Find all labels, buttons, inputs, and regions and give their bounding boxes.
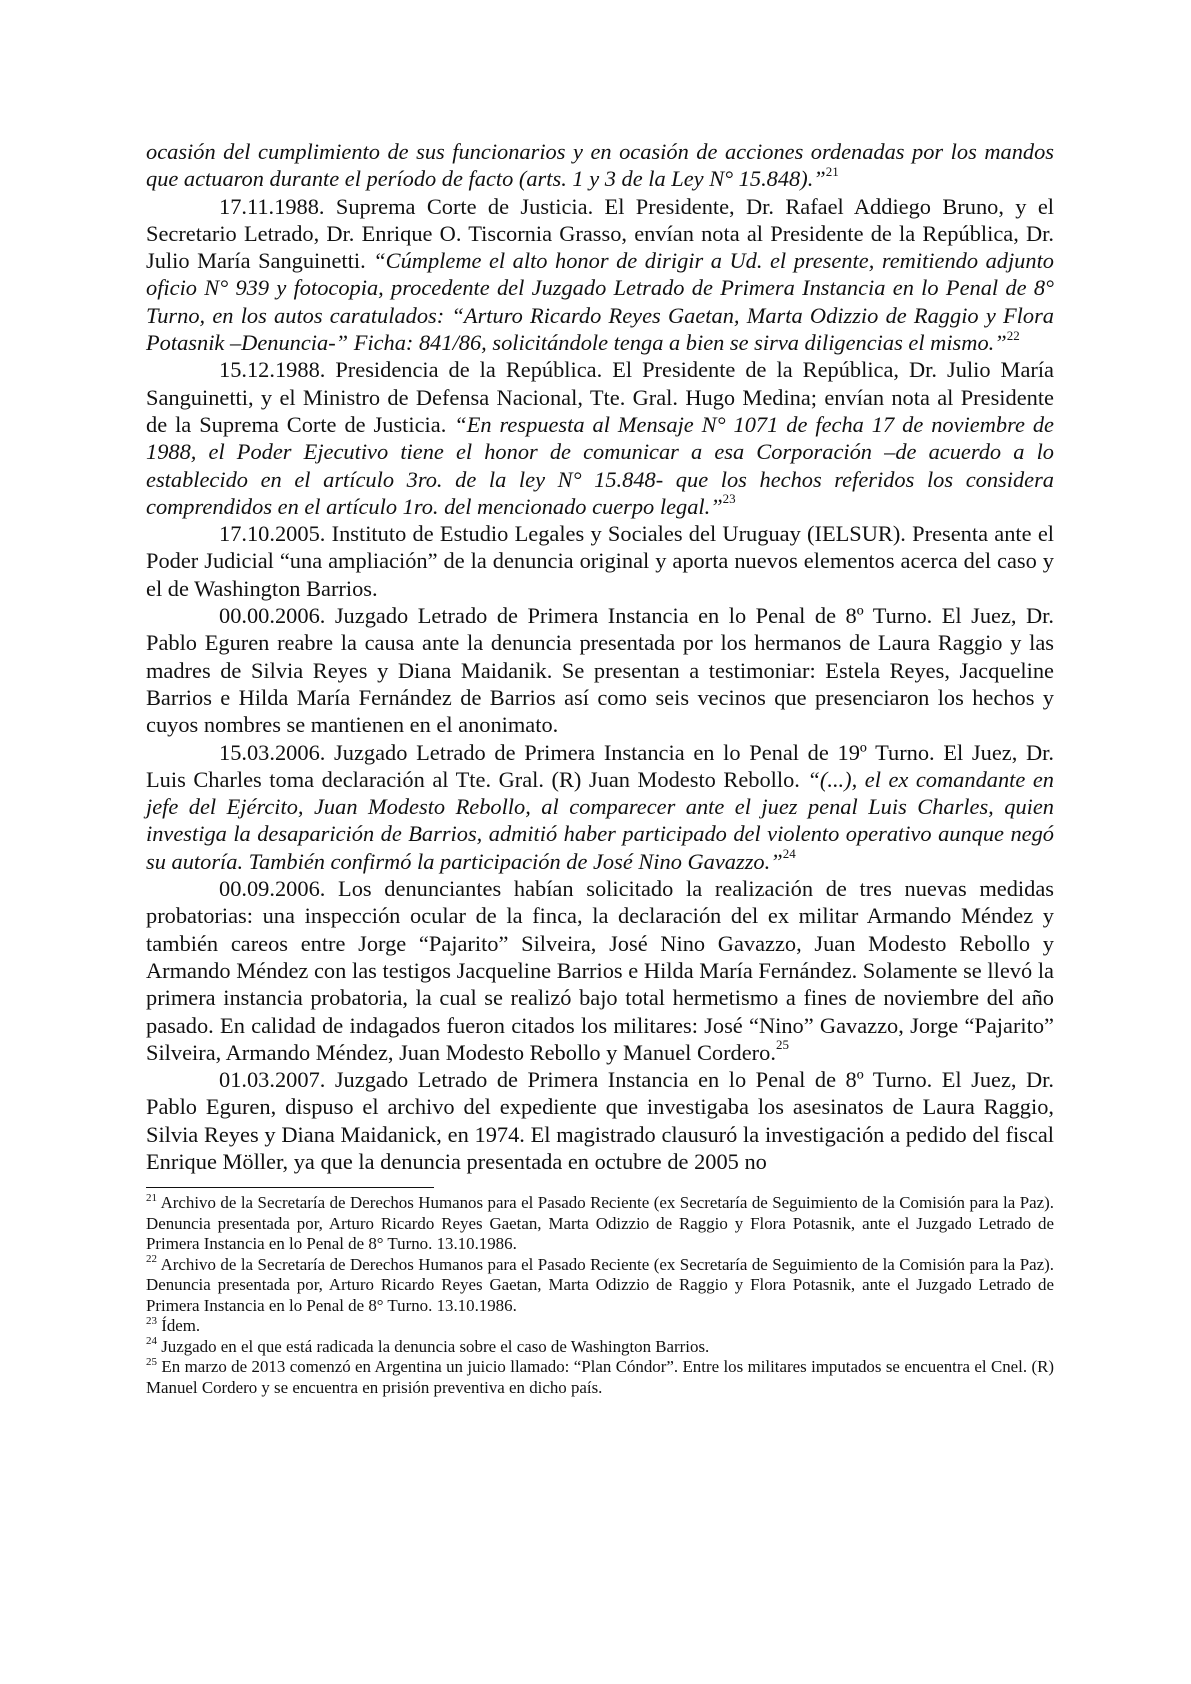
paragraph-entry [146,520,1054,602]
footnote-ref[interactable]: 24 [782,846,796,862]
paragraph-quote: “Cúmpleme el alto honor de dirigir a Ud. el presente, remitiendo adjunto oficio N° 939 y fotocopia, procedente del Juzgado Letrado de Primera Instancia en lo Penal de 8° Turno, en los autos caratulados: “Arturo Ricardo Reyes Gaetan, Marta Odizzio de Raggio y Flora Potasnik –Denuncia-” Ficha: 841/86, solicitándole tenga a bien se sirva diligencias el mismo.” [146,248,1054,356]
footnote [146,1337,1054,1358]
footnote-text: En marzo de 2013 comenzó en Argentina un juicio llamado: “Plan Cóndor”. Entre los militares imputados se encuentra el Cnel. (R) Manuel Cordero y se encuentra en prisión preventiva en dicho país. [146,1357,1054,1397]
footnote-text: Archivo de la Secretaría de Derechos Humanos para el Pasado Reciente (ex Secretaría de Seguimiento de la Comisión para la Paz). Denuncia presentada por, Arturo Ricardo Reyes Gaetan, Marta Odizzio de Raggio y Flora Potasnik, ante el Juzgado Letrado de Primera Instancia en lo Penal de 8° Turno. 13.10.1986. [146,1193,1054,1254]
paragraph-quote-continuation [146,138,1054,193]
paragraph-date: 00.09.2006. [219,876,326,902]
paragraph-text: Suprema Corte de Justicia. El Presidente, Dr. Rafael Addiego Bruno, y el Secretario Letrado, Dr. Enrique O. Tiscornia Grasso, envían nota al Presidente de la República, Dr. Julio María Sanguinetti. [146,193,1054,274]
paragraph-entry [146,602,1054,738]
footnote [146,1193,1054,1255]
footnote-text: Archivo de la Secretaría de Derechos Humanos para el Pasado Reciente (ex Secretaría de Seguimiento de la Comisión para la Paz). Denuncia presentada por, Arturo Ricardo Reyes Gaetan, Marta Odizzio de Raggio y Flora Potasnik, ante el Juzgado Letrado de Primera Instancia en lo Penal de 8° Turno. 13.10.1986. [146,1254,1054,1315]
footnote [146,1316,1054,1337]
document-page [146,138,1054,1398]
paragraph-entry [146,193,1054,357]
paragraph-entry [146,356,1054,520]
footnote-ref[interactable]: 22 [1006,327,1020,343]
paragraph-date: 15.12.1988. [219,357,326,383]
paragraph-text: Juzgado Letrado de Primera Instancia en lo Penal de 8º Turno. El Juez, Dr. Pablo Eguren, dispuso el archivo del expediente que investigaba los asesinatos de Laura Raggio, Silvia Reyes y Diana Maidanick, en 1974. El magistrado clausuró la investigación a pedido del fiscal Enrique Möller, ya que la denuncia presentada en octubre de 2005 no [146,1067,1054,1174]
paragraph-entry [146,875,1054,1066]
paragraph-text: Presidencia de la República. El Presidente de la República, Dr. Julio María Sanguinetti, y el Ministro de Defensa Nacional, Tte. Gral. Hugo Medina; envían nota al Presidente de la Suprema Corte de Justicia. [146,357,1054,437]
paragraph-date: 01.03.2007. [219,1067,326,1093]
paragraph-text: Juzgado Letrado de Primera Instancia en lo Penal de 8º Turno. El Juez, Dr. Pablo Eguren reabre la causa ante la denuncia presentada por los hermanos de Laura Raggio y las madres de Silvia Reyes y Diana Maidanik. Se presentan a testimoniar: Estela Reyes, Jacqueline Barrios e Hilda María Fernández de Barrios así como seis vecinos que presenciaron los hechos y cuyos nombres se mantienen en el anonimato. [146,603,1054,738]
paragraph-entry [146,1066,1054,1175]
paragraph-date: 17.11.1988. [219,193,325,219]
paragraph-date: 00.00.2006. [219,603,326,629]
paragraph-text: Los denunciantes habían solicitado la realización de tres nuevas medidas probatorias: una inspección ocular de la finca, la declaración del ex militar Armando Méndez y también careos entre Jorge “Pajarito” Silveira, José Nino Gavazzo, Juan Modesto Rebollo y Armando Méndez con las testigos Jacqueline Barrios e Hilda María Fernández. Solamente se llevó la primera instancia probatoria, la cual se realizó bajo total hermetismo a fines de noviembre del año pasado. En calidad de indagados fueron citados los militares: José “Nino” Gavazzo, Jorge “Pajarito” Silveira, Armando Méndez, Juan Modesto Rebollo y Manuel Cordero. [146,876,1054,1065]
paragraph-date: 17.10.2005. [219,521,326,547]
footnote-ref[interactable]: 23 [722,491,736,507]
footnote-divider [146,1187,434,1188]
footnote-number: 21 [146,1191,157,1204]
footnote-ref[interactable]: 25 [775,1037,789,1053]
paragraph-quote: “En respuesta al Mensaje N° 1071 de fecha 17 de noviembre de 1988, el Poder Ejecutivo tiene el honor de comunicar a esa Corporación –de acuerdo a lo establecido en el artículo 3ro. de la ley N° 15.848- que los hechos referidos los considera comprendidos en el artículo 1ro. del mencionado cuerpo legal.” [146,411,1054,519]
footnote-number: 25 [146,1355,157,1368]
paragraph-quote: “(...), el ex comandante en jefe del Ejército, Juan Modesto Rebollo, al comparecer ante el juez penal Luis Charles, quien investiga la desaparición de Barrios, admitió haber participado del violento operativo aunque negó su autoría. También confirmó la participación de José Nino Gavazzo.” [146,766,1054,874]
paragraph-date: 15.03.2006. [219,739,326,765]
footnote-number: 23 [146,1314,157,1327]
paragraph-quote: ocasión del cumplimiento de sus funcionarios y en ocasión de acciones ordenadas por los mandos que actuaron durante el período de facto (arts. 1 y 3 de la Ley N° 15.848).” [146,139,1054,192]
footnote [146,1255,1054,1317]
footnote-text: Juzgado en el que está radicada la denuncia sobre el caso de Washington Barrios. [157,1336,710,1356]
footnote-number: 22 [146,1253,157,1266]
paragraph-text: Instituto de Estudio Legales y Sociales del Uruguay (IELSUR). Presenta ante el Poder Judicial “una ampliación” de la denuncia original y aporta nuevos elementos acerca del caso y el de Washington Barrios. [146,521,1054,601]
paragraph-entry [146,739,1054,875]
footnotes-section [146,1193,1054,1398]
footnote-ref[interactable]: 21 [825,163,839,179]
paragraph-text: Juzgado Letrado de Primera Instancia en lo Penal de 19º Turno. El Juez, Dr. Luis Charles toma declaración al Tte. Gral. (R) Juan Modesto Rebollo. [146,739,1054,792]
document-body [146,138,1054,1175]
footnote-number: 24 [146,1335,157,1348]
footnote-text: Ídem. [157,1316,201,1336]
footnote [146,1357,1054,1398]
